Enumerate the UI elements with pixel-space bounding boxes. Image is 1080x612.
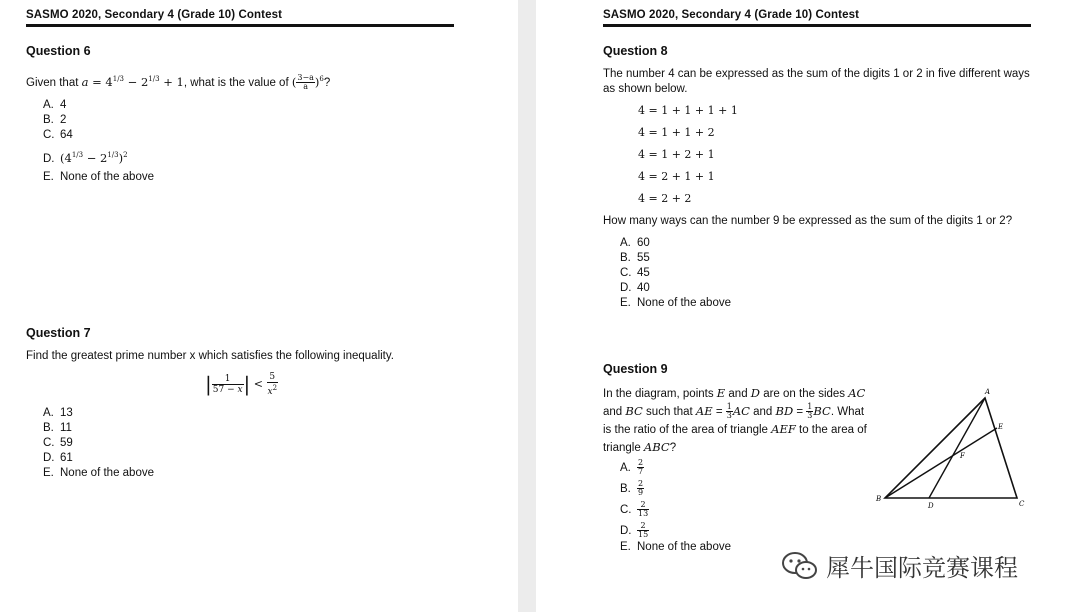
q6-stem-post: , what is the value of [183,76,289,89]
q8-equation: 4 = 1 + 2 + 1 [638,148,715,161]
q6-target-expression: ( $\frac{3-a}{a}$ )$^6$ [291,73,324,92]
q6-option-d-expression: $(4^{1/3} - 2^{1/3})^2$ [60,150,128,165]
q8-option-d[interactable]: D. 40 [620,282,650,294]
page-header: SASMO 2020, Secondary 4 (Grade 10) Contest [26,9,283,21]
left-page [0,0,518,612]
question-7-title: Question 7 [26,326,91,340]
q9-option-d[interactable]: D. $\frac{2}{15}$ [620,521,649,539]
label-c: C [1019,500,1025,508]
q8-equation: 4 = 2 + 1 + 1 [638,170,715,183]
segment-be [885,428,997,498]
q7-option-c[interactable]: C. 59 [43,437,73,449]
watermark-text: 犀牛国际竞赛课程 [826,554,1018,582]
q6-option-a[interactable]: A. 4 [43,99,67,111]
q8-option-c[interactable]: C. 45 [620,267,650,279]
q8-equation: 4 = 1 + 1 + 1 + 1 [638,104,738,117]
triangle-abc [885,398,1017,498]
question-8-question: How many ways can the number 9 be expressed as the sum of the digits 1 or 2? [603,215,1013,227]
q9-option-a[interactable]: A. $\frac{2}{7}$ [620,458,644,476]
q6-stem-pre: Given that [26,76,79,89]
q8-option-e[interactable]: E. None of the above [620,297,731,309]
q8-option-a[interactable]: A. 60 [620,237,650,249]
question-8-title: Question 8 [603,44,668,58]
segment-ad [929,398,985,498]
q7-inequality: | $\frac{1}{57 - x}$ | < $\frac{5}{x^2}$ [205,372,278,397]
question-8-stem-line-1: The number 4 can be expressed as the sum of the digits 1 or 2 in five different ways [603,68,1030,80]
label-e: E [998,423,1004,431]
right-page [536,0,1080,612]
question-7-stem: Find the greatest prime number x which satisfies the following inequality. [26,350,394,362]
question-9-stem: In the diagram, points E and D are on the sides AC and BC such that AE = $\frac{1}{3}$ AC and BD = $\frac{1}{3}$ BC. What is the ratio of the area of triangle AEF to the area of triangle ABC? [603,386,867,454]
label-f: F [960,452,965,460]
q6-given-expression: a [81,74,89,89]
q8-equation: 4 = 2 + 2 [638,192,692,205]
q6-option-d[interactable]: D. $(4^{1/3} - 2^{1/3})^2$ [43,150,128,165]
page-header: SASMO 2020, Secondary 4 (Grade 10) Contest [603,9,860,21]
q6-option-b[interactable]: B. 2 [43,114,67,126]
q9-option-c[interactable]: C. $\frac{2}{13}$ [620,500,649,518]
label-a: A [985,388,991,396]
triangle-diagram [867,384,1027,514]
q7-option-d[interactable]: D. 61 [43,452,73,464]
label-b: B [876,495,882,503]
q8-equation: 4 = 1 + 1 + 2 [638,126,715,139]
q9-option-b[interactable]: B. $\frac{2}{9}$ [620,479,644,497]
header-rule [603,24,1031,27]
label-d: D [928,502,934,510]
q6-option-c[interactable]: C. 64 [43,129,73,141]
q6-option-e[interactable]: E. None of the above [43,171,154,183]
q7-option-a[interactable]: A. 13 [43,407,73,419]
watermark [780,548,1018,583]
question-9-title: Question 9 [603,362,668,376]
wechat-icon [780,550,820,582]
question-8-stem-line-2: as shown below. [603,83,688,95]
header-rule [26,24,454,27]
question-6-title: Question 6 [26,44,91,58]
q9-option-e[interactable]: E. None of the above [620,541,731,553]
q7-option-e[interactable]: E. None of the above [43,467,154,479]
question-6-stem: Given that $a = 4^{1/3} - 2^{1/3} + 1$, what is the value of ( $\frac{3-a}{a}$ )$^6$? [26,73,331,92]
q8-option-b[interactable]: B. 55 [620,252,650,264]
q7-option-b[interactable]: B. 11 [43,422,72,434]
